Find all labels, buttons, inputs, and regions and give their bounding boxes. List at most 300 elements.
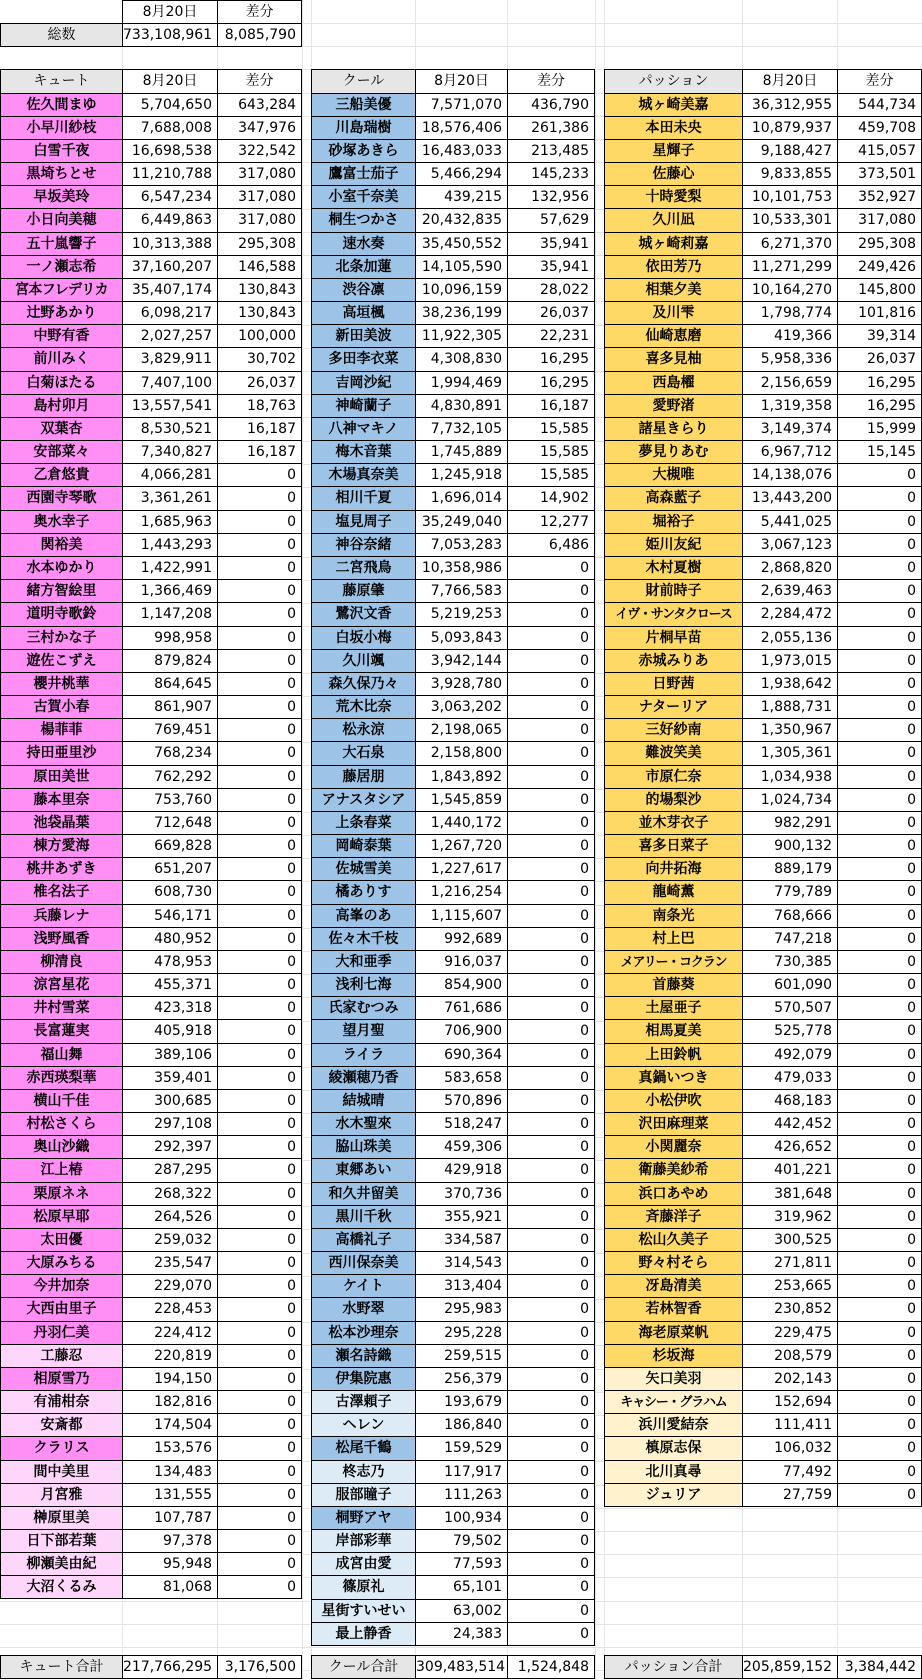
cute-row-name[interactable]: 横山千佳: [0, 1089, 122, 1113]
cute-row-diff[interactable]: 0: [217, 1460, 302, 1484]
cute-row-value[interactable]: 287,295: [122, 1158, 217, 1182]
passion-row-name[interactable]: 斉藤洋子: [604, 1205, 742, 1229]
cool-total-diff[interactable]: 1,524,848: [507, 1655, 595, 1679]
cool-row-value[interactable]: 79,502: [415, 1529, 507, 1553]
cute-row-diff[interactable]: 0: [217, 765, 302, 789]
cute-row-name[interactable]: 長富蓮実: [0, 1019, 122, 1043]
cute-row-value[interactable]: 769,451: [122, 718, 217, 742]
cute-row-diff[interactable]: 26,037: [217, 371, 302, 395]
cute-row-value[interactable]: 753,760: [122, 788, 217, 812]
cute-row-diff[interactable]: 0: [217, 973, 302, 997]
cool-row-diff[interactable]: 0: [507, 1483, 595, 1507]
passion-row-value[interactable]: 27,759: [742, 1483, 837, 1507]
cool-row-value[interactable]: 583,658: [415, 1066, 507, 1090]
cool-row-diff[interactable]: 0: [507, 880, 595, 904]
cute-row-name[interactable]: 早坂美玲: [0, 185, 122, 209]
cute-row-value[interactable]: 864,645: [122, 672, 217, 696]
cute-row-name[interactable]: 松原早耶: [0, 1205, 122, 1229]
cute-row-value[interactable]: 7,688,008: [122, 116, 217, 140]
cool-row-value[interactable]: 518,247: [415, 1112, 507, 1136]
cool-row-diff[interactable]: 213,485: [507, 139, 595, 163]
passion-row-diff[interactable]: 26,037: [837, 347, 922, 371]
passion-row-diff[interactable]: 0: [837, 463, 922, 487]
passion-row-name[interactable]: 沢田麻理菜: [604, 1112, 742, 1136]
cool-row-value[interactable]: 1,267,720: [415, 834, 507, 858]
cool-row-diff[interactable]: 0: [507, 1297, 595, 1321]
passion-row-value[interactable]: 2,284,472: [742, 602, 837, 626]
cool-row-diff[interactable]: 0: [507, 973, 595, 997]
cool-row-name[interactable]: 鷺沢文香: [311, 602, 415, 626]
cool-row-name[interactable]: 東郷あい: [311, 1158, 415, 1182]
passion-row-diff[interactable]: 0: [837, 1413, 922, 1437]
cute-row-diff[interactable]: 0: [217, 880, 302, 904]
cute-row-value[interactable]: 182,816: [122, 1390, 217, 1414]
passion-row-name[interactable]: 小関麗奈: [604, 1135, 742, 1159]
cute-row-diff[interactable]: 0: [217, 996, 302, 1020]
cool-row-name[interactable]: 脇山珠美: [311, 1135, 415, 1159]
cute-row-name[interactable]: 原田美世: [0, 765, 122, 789]
passion-row-diff[interactable]: 0: [837, 718, 922, 742]
passion-row-name[interactable]: 日野茜: [604, 672, 742, 696]
cool-row-diff[interactable]: 35,941: [507, 255, 595, 279]
passion-row-diff[interactable]: 0: [837, 904, 922, 928]
cute-row-value[interactable]: 224,412: [122, 1321, 217, 1345]
cute-row-value[interactable]: 1,366,469: [122, 579, 217, 603]
cool-row-diff[interactable]: 0: [507, 788, 595, 812]
cool-row-diff[interactable]: 12,277: [507, 510, 595, 534]
passion-row-value[interactable]: 2,055,136: [742, 626, 837, 650]
cool-row-name[interactable]: 新田美波: [311, 324, 415, 348]
passion-header-date[interactable]: 8月20日: [742, 69, 837, 93]
cool-row-name[interactable]: 松尾千鶴: [311, 1436, 415, 1460]
cool-row-value[interactable]: 3,063,202: [415, 695, 507, 719]
cute-row-value[interactable]: 1,147,208: [122, 602, 217, 626]
passion-row-name[interactable]: 城ヶ崎莉嘉: [604, 232, 742, 256]
cute-row-diff[interactable]: 30,702: [217, 347, 302, 371]
cool-row-diff[interactable]: 57,629: [507, 208, 595, 232]
cool-row-value[interactable]: 193,679: [415, 1390, 507, 1414]
passion-row-diff[interactable]: 0: [837, 1158, 922, 1182]
cute-row-diff[interactable]: 0: [217, 649, 302, 673]
cool-row-value[interactable]: 2,158,800: [415, 741, 507, 765]
cute-row-name[interactable]: 櫻井桃華: [0, 672, 122, 696]
cute-row-diff[interactable]: 0: [217, 1344, 302, 1368]
cute-row-value[interactable]: 768,234: [122, 741, 217, 765]
cool-row-name[interactable]: 星街すいせい: [311, 1599, 415, 1623]
passion-row-name[interactable]: 的場梨沙: [604, 788, 742, 812]
passion-row-value[interactable]: 419,366: [742, 324, 837, 348]
cute-row-value[interactable]: 669,828: [122, 834, 217, 858]
cute-row-value[interactable]: 107,787: [122, 1506, 217, 1530]
cool-row-name[interactable]: 佐城雪美: [311, 857, 415, 881]
cool-row-value[interactable]: 1,216,254: [415, 880, 507, 904]
cute-row-value[interactable]: 8,530,521: [122, 417, 217, 441]
cool-row-name[interactable]: 砂塚あきら: [311, 139, 415, 163]
cute-row-name[interactable]: 関裕美: [0, 533, 122, 557]
cute-row-value[interactable]: 1,685,963: [122, 510, 217, 534]
cute-row-diff[interactable]: 0: [217, 1043, 302, 1067]
cute-row-diff[interactable]: 0: [217, 1506, 302, 1530]
cool-row-value[interactable]: 1,696,014: [415, 486, 507, 510]
cool-row-name[interactable]: 伊集院惠: [311, 1367, 415, 1391]
cool-header-diff[interactable]: 差分: [507, 69, 595, 93]
cute-row-diff[interactable]: 0: [217, 1019, 302, 1043]
passion-row-diff[interactable]: 0: [837, 1251, 922, 1275]
passion-row-diff[interactable]: 16,295: [837, 394, 922, 418]
passion-row-value[interactable]: 230,852: [742, 1297, 837, 1321]
passion-row-diff[interactable]: 0: [837, 996, 922, 1020]
cool-row-diff[interactable]: 0: [507, 1228, 595, 1252]
cute-row-value[interactable]: 10,313,388: [122, 232, 217, 256]
cute-row-value[interactable]: 37,160,207: [122, 255, 217, 279]
cool-row-name[interactable]: 高垣楓: [311, 301, 415, 325]
passion-row-value[interactable]: 2,156,659: [742, 371, 837, 395]
cool-header-name[interactable]: クール: [311, 69, 415, 93]
cool-row-name[interactable]: 北条加蓮: [311, 255, 415, 279]
cute-row-diff[interactable]: 0: [217, 718, 302, 742]
cute-row-value[interactable]: 16,698,538: [122, 139, 217, 163]
cool-row-diff[interactable]: 14,902: [507, 486, 595, 510]
passion-row-diff[interactable]: 373,501: [837, 162, 922, 186]
passion-row-name[interactable]: 龍崎薫: [604, 880, 742, 904]
cute-row-name[interactable]: 水本ゆかり: [0, 556, 122, 580]
cute-row-diff[interactable]: 146,588: [217, 255, 302, 279]
cool-row-value[interactable]: 295,983: [415, 1297, 507, 1321]
passion-row-diff[interactable]: 0: [837, 1390, 922, 1414]
cool-row-value[interactable]: 117,917: [415, 1460, 507, 1484]
passion-row-diff[interactable]: 459,708: [837, 116, 922, 140]
cute-row-name[interactable]: 間中美里: [0, 1460, 122, 1484]
passion-row-name[interactable]: 若林智香: [604, 1297, 742, 1321]
cool-row-value[interactable]: 38,236,199: [415, 301, 507, 325]
cool-row-diff[interactable]: 15,585: [507, 463, 595, 487]
cute-total-diff[interactable]: 3,176,500: [217, 1655, 302, 1679]
cute-row-diff[interactable]: 0: [217, 1390, 302, 1414]
passion-row-name[interactable]: 仙崎恵磨: [604, 324, 742, 348]
cool-row-name[interactable]: 成宮由愛: [311, 1552, 415, 1576]
cute-row-diff[interactable]: 317,080: [217, 208, 302, 232]
cute-row-diff[interactable]: 0: [217, 927, 302, 951]
cute-row-name[interactable]: 安部菜々: [0, 440, 122, 464]
passion-row-diff[interactable]: 0: [837, 973, 922, 997]
cool-row-name[interactable]: 多田李衣菜: [311, 347, 415, 371]
passion-row-name[interactable]: キャシー・グラハム: [604, 1390, 742, 1414]
cute-row-value[interactable]: 7,340,827: [122, 440, 217, 464]
passion-row-name[interactable]: 佐藤心: [604, 162, 742, 186]
passion-row-diff[interactable]: 249,426: [837, 255, 922, 279]
cute-row-value[interactable]: 6,547,234: [122, 185, 217, 209]
passion-row-diff[interactable]: 0: [837, 834, 922, 858]
cool-row-diff[interactable]: 0: [507, 649, 595, 673]
cute-row-value[interactable]: 153,576: [122, 1436, 217, 1460]
passion-row-value[interactable]: 1,034,938: [742, 765, 837, 789]
summary-header-diff[interactable]: 差分: [217, 0, 302, 24]
cool-row-value[interactable]: 14,105,590: [415, 255, 507, 279]
cool-row-value[interactable]: 7,732,105: [415, 417, 507, 441]
passion-row-name[interactable]: 向井拓海: [604, 857, 742, 881]
passion-row-diff[interactable]: 0: [837, 1483, 922, 1507]
cool-row-name[interactable]: 吉岡沙紀: [311, 371, 415, 395]
cute-row-name[interactable]: 前川みく: [0, 347, 122, 371]
cute-row-diff[interactable]: 0: [217, 602, 302, 626]
cute-row-name[interactable]: 宮本フレデリカ: [0, 278, 122, 302]
cute-row-name[interactable]: 辻野あかり: [0, 301, 122, 325]
cute-row-name[interactable]: 池袋晶葉: [0, 811, 122, 835]
passion-row-value[interactable]: 77,492: [742, 1460, 837, 1484]
passion-row-diff[interactable]: 0: [837, 486, 922, 510]
passion-row-value[interactable]: 5,958,336: [742, 347, 837, 371]
cute-row-name[interactable]: 村松さくら: [0, 1112, 122, 1136]
cool-row-value[interactable]: 3,928,780: [415, 672, 507, 696]
passion-row-diff[interactable]: 0: [837, 579, 922, 603]
cute-row-name[interactable]: 小早川紗枝: [0, 116, 122, 140]
passion-row-diff[interactable]: 0: [837, 533, 922, 557]
cool-row-value[interactable]: 111,263: [415, 1483, 507, 1507]
passion-row-diff[interactable]: 317,080: [837, 208, 922, 232]
passion-row-diff[interactable]: 39,314: [837, 324, 922, 348]
cute-row-diff[interactable]: 0: [217, 1112, 302, 1136]
cute-row-name[interactable]: 栗原ネネ: [0, 1182, 122, 1206]
passion-row-name[interactable]: 依田芳乃: [604, 255, 742, 279]
cool-row-value[interactable]: 63,002: [415, 1599, 507, 1623]
cool-row-diff[interactable]: 0: [507, 1390, 595, 1414]
passion-row-name[interactable]: 野々村そら: [604, 1251, 742, 1275]
cool-row-name[interactable]: 三船美優: [311, 93, 415, 117]
cool-row-diff[interactable]: 0: [507, 927, 595, 951]
cool-row-name[interactable]: ライラ: [311, 1043, 415, 1067]
cute-row-diff[interactable]: 16,187: [217, 417, 302, 441]
passion-row-name[interactable]: 堀裕子: [604, 510, 742, 534]
cute-row-name[interactable]: 桃井あずき: [0, 857, 122, 881]
passion-row-name[interactable]: 土屋亜子: [604, 996, 742, 1020]
cute-row-name[interactable]: 福山舞: [0, 1043, 122, 1067]
passion-row-diff[interactable]: 0: [837, 927, 922, 951]
cool-row-name[interactable]: 氏家むつみ: [311, 996, 415, 1020]
cute-row-diff[interactable]: 16,187: [217, 440, 302, 464]
cool-row-name[interactable]: 桐野アヤ: [311, 1506, 415, 1530]
cool-row-diff[interactable]: 0: [507, 1599, 595, 1623]
cute-row-value[interactable]: 11,210,788: [122, 162, 217, 186]
cute-row-diff[interactable]: 0: [217, 510, 302, 534]
cool-row-value[interactable]: 5,093,843: [415, 626, 507, 650]
cool-row-value[interactable]: 370,736: [415, 1182, 507, 1206]
passion-row-diff[interactable]: 0: [837, 695, 922, 719]
cool-row-name[interactable]: 大和亜季: [311, 950, 415, 974]
cool-row-name[interactable]: 川島瑞樹: [311, 116, 415, 140]
cool-row-diff[interactable]: 0: [507, 1089, 595, 1113]
cool-row-name[interactable]: 和久井留美: [311, 1182, 415, 1206]
passion-row-name[interactable]: 村上巴: [604, 927, 742, 951]
cute-row-diff[interactable]: 0: [217, 1251, 302, 1275]
passion-row-value[interactable]: 982,291: [742, 811, 837, 835]
passion-row-value[interactable]: 570,507: [742, 996, 837, 1020]
cute-row-name[interactable]: 緒方智絵里: [0, 579, 122, 603]
passion-row-diff[interactable]: 0: [837, 765, 922, 789]
cool-row-diff[interactable]: 15,585: [507, 417, 595, 441]
passion-row-name[interactable]: 浜口あやめ: [604, 1182, 742, 1206]
cute-row-value[interactable]: 268,322: [122, 1182, 217, 1206]
passion-row-diff[interactable]: 0: [837, 1344, 922, 1368]
passion-row-diff[interactable]: 0: [837, 857, 922, 881]
cool-row-diff[interactable]: 0: [507, 765, 595, 789]
cute-row-diff[interactable]: 317,080: [217, 185, 302, 209]
cute-row-name[interactable]: 柳瀬美由紀: [0, 1552, 122, 1576]
passion-row-diff[interactable]: 0: [837, 1321, 922, 1345]
cool-total-value[interactable]: 309,483,514: [415, 1655, 507, 1679]
cute-row-value[interactable]: 405,918: [122, 1019, 217, 1043]
passion-row-name[interactable]: 冴島清美: [604, 1274, 742, 1298]
passion-row-diff[interactable]: 0: [837, 741, 922, 765]
cool-row-diff[interactable]: 28,022: [507, 278, 595, 302]
passion-row-value[interactable]: 1,973,015: [742, 649, 837, 673]
cool-row-name[interactable]: 渋谷凛: [311, 278, 415, 302]
passion-row-value[interactable]: 208,579: [742, 1344, 837, 1368]
cute-row-diff[interactable]: 0: [217, 1436, 302, 1460]
cool-row-diff[interactable]: 26,037: [507, 301, 595, 325]
cool-row-name[interactable]: 瀬名詩織: [311, 1344, 415, 1368]
cute-row-value[interactable]: 4,066,281: [122, 463, 217, 487]
passion-row-diff[interactable]: 0: [837, 1182, 922, 1206]
cool-row-name[interactable]: 黒川千秋: [311, 1205, 415, 1229]
cool-row-name[interactable]: 白坂小梅: [311, 626, 415, 650]
passion-row-value[interactable]: 492,079: [742, 1043, 837, 1067]
cute-row-name[interactable]: 五十嵐響子: [0, 232, 122, 256]
cool-row-value[interactable]: 761,686: [415, 996, 507, 1020]
passion-row-value[interactable]: 10,164,270: [742, 278, 837, 302]
cool-row-diff[interactable]: 0: [507, 1112, 595, 1136]
cute-row-diff[interactable]: 295,308: [217, 232, 302, 256]
cool-row-name[interactable]: 塩見周子: [311, 510, 415, 534]
cool-row-name[interactable]: 上条春菜: [311, 811, 415, 835]
cool-row-diff[interactable]: 6,486: [507, 533, 595, 557]
cute-row-value[interactable]: 359,401: [122, 1066, 217, 1090]
cool-row-name[interactable]: 綾瀬穂乃香: [311, 1066, 415, 1090]
cool-row-name[interactable]: 藤居朋: [311, 765, 415, 789]
cute-row-name[interactable]: 奥水幸子: [0, 510, 122, 534]
passion-row-diff[interactable]: 0: [837, 672, 922, 696]
cute-row-name[interactable]: 兵藤レナ: [0, 904, 122, 928]
cute-row-value[interactable]: 3,361,261: [122, 486, 217, 510]
cute-row-name[interactable]: 椎名法子: [0, 880, 122, 904]
cool-row-name[interactable]: 浅利七海: [311, 973, 415, 997]
passion-row-diff[interactable]: 0: [837, 1367, 922, 1391]
passion-row-value[interactable]: 601,090: [742, 973, 837, 997]
cool-row-diff[interactable]: 0: [507, 1344, 595, 1368]
passion-row-diff[interactable]: 0: [837, 788, 922, 812]
cute-row-value[interactable]: 264,526: [122, 1205, 217, 1229]
passion-row-value[interactable]: 900,132: [742, 834, 837, 858]
cute-row-value[interactable]: 5,704,650: [122, 93, 217, 117]
cute-row-diff[interactable]: 0: [217, 1274, 302, 1298]
cool-row-diff[interactable]: 0: [507, 857, 595, 881]
cool-row-name[interactable]: 高橋礼子: [311, 1228, 415, 1252]
cute-row-diff[interactable]: 0: [217, 1205, 302, 1229]
passion-row-diff[interactable]: 0: [837, 1019, 922, 1043]
cool-row-diff[interactable]: 0: [507, 1529, 595, 1553]
passion-row-value[interactable]: 3,067,123: [742, 533, 837, 557]
passion-row-value[interactable]: 381,648: [742, 1182, 837, 1206]
passion-row-diff[interactable]: 0: [837, 880, 922, 904]
cute-row-name[interactable]: クラリス: [0, 1436, 122, 1460]
cool-row-diff[interactable]: 0: [507, 718, 595, 742]
cute-row-name[interactable]: 日下部若葉: [0, 1529, 122, 1553]
cool-row-value[interactable]: 1,115,607: [415, 904, 507, 928]
passion-row-value[interactable]: 747,218: [742, 927, 837, 951]
passion-row-diff[interactable]: 0: [837, 1297, 922, 1321]
passion-total-label[interactable]: パッション合計: [604, 1655, 742, 1679]
cute-row-diff[interactable]: 0: [217, 1552, 302, 1576]
passion-row-name[interactable]: 真鍋いつき: [604, 1066, 742, 1090]
passion-row-value[interactable]: 9,833,855: [742, 162, 837, 186]
cute-row-diff[interactable]: 0: [217, 1413, 302, 1437]
passion-row-name[interactable]: 上田鈴帆: [604, 1043, 742, 1067]
cute-row-value[interactable]: 7,407,100: [122, 371, 217, 395]
passion-row-value[interactable]: 1,319,358: [742, 394, 837, 418]
cute-row-diff[interactable]: 0: [217, 672, 302, 696]
cool-row-diff[interactable]: 0: [507, 1066, 595, 1090]
passion-row-name[interactable]: 夢見りあむ: [604, 440, 742, 464]
cute-row-value[interactable]: 3,829,911: [122, 347, 217, 371]
passion-row-value[interactable]: 468,183: [742, 1089, 837, 1113]
cute-row-value[interactable]: 229,070: [122, 1274, 217, 1298]
cool-row-value[interactable]: 5,466,294: [415, 162, 507, 186]
cute-row-name[interactable]: 奥山沙織: [0, 1135, 122, 1159]
passion-row-value[interactable]: 779,789: [742, 880, 837, 904]
cute-row-name[interactable]: 相原雪乃: [0, 1367, 122, 1391]
passion-row-diff[interactable]: 0: [837, 950, 922, 974]
cute-header-name[interactable]: キュート: [0, 69, 122, 93]
cool-row-name[interactable]: 桐生つかさ: [311, 208, 415, 232]
cute-row-value[interactable]: 6,098,217: [122, 301, 217, 325]
cool-row-value[interactable]: 570,896: [415, 1089, 507, 1113]
summary-header-date[interactable]: 8月20日: [122, 0, 217, 24]
cute-row-name[interactable]: 太田優: [0, 1228, 122, 1252]
cool-row-diff[interactable]: 0: [507, 741, 595, 765]
cute-row-name[interactable]: 涼宮星花: [0, 973, 122, 997]
cute-row-value[interactable]: 95,948: [122, 1552, 217, 1576]
cool-row-value[interactable]: 690,364: [415, 1043, 507, 1067]
passion-row-name[interactable]: 南条光: [604, 904, 742, 928]
cool-row-diff[interactable]: 35,941: [507, 232, 595, 256]
cool-row-diff[interactable]: 0: [507, 1205, 595, 1229]
cute-row-diff[interactable]: 317,080: [217, 162, 302, 186]
cute-row-diff[interactable]: 322,542: [217, 139, 302, 163]
cute-row-value[interactable]: 712,648: [122, 811, 217, 835]
cute-row-value[interactable]: 81,068: [122, 1575, 217, 1599]
passion-row-value[interactable]: 768,666: [742, 904, 837, 928]
cute-row-diff[interactable]: 0: [217, 533, 302, 557]
passion-row-name[interactable]: 首藤葵: [604, 973, 742, 997]
cool-row-name[interactable]: 速水奏: [311, 232, 415, 256]
cute-header-date[interactable]: 8月20日: [122, 69, 217, 93]
cool-row-value[interactable]: 2,198,065: [415, 718, 507, 742]
cute-row-value[interactable]: 608,730: [122, 880, 217, 904]
cute-row-name[interactable]: 遊佐こずえ: [0, 649, 122, 673]
cool-row-value[interactable]: 706,900: [415, 1019, 507, 1043]
cool-row-diff[interactable]: 0: [507, 950, 595, 974]
cool-row-value[interactable]: 35,249,040: [415, 510, 507, 534]
cute-row-value[interactable]: 546,171: [122, 904, 217, 928]
cool-row-diff[interactable]: 0: [507, 1622, 595, 1646]
passion-row-value[interactable]: 5,441,025: [742, 510, 837, 534]
cute-row-value[interactable]: 259,032: [122, 1228, 217, 1252]
cool-row-name[interactable]: 岸部彩華: [311, 1529, 415, 1553]
passion-row-name[interactable]: メアリー・コクラン: [604, 950, 742, 974]
cool-row-name[interactable]: ヘレン: [311, 1413, 415, 1437]
cute-row-name[interactable]: 双葉杏: [0, 417, 122, 441]
passion-row-diff[interactable]: 16,295: [837, 371, 922, 395]
cute-row-value[interactable]: 1,443,293: [122, 533, 217, 557]
